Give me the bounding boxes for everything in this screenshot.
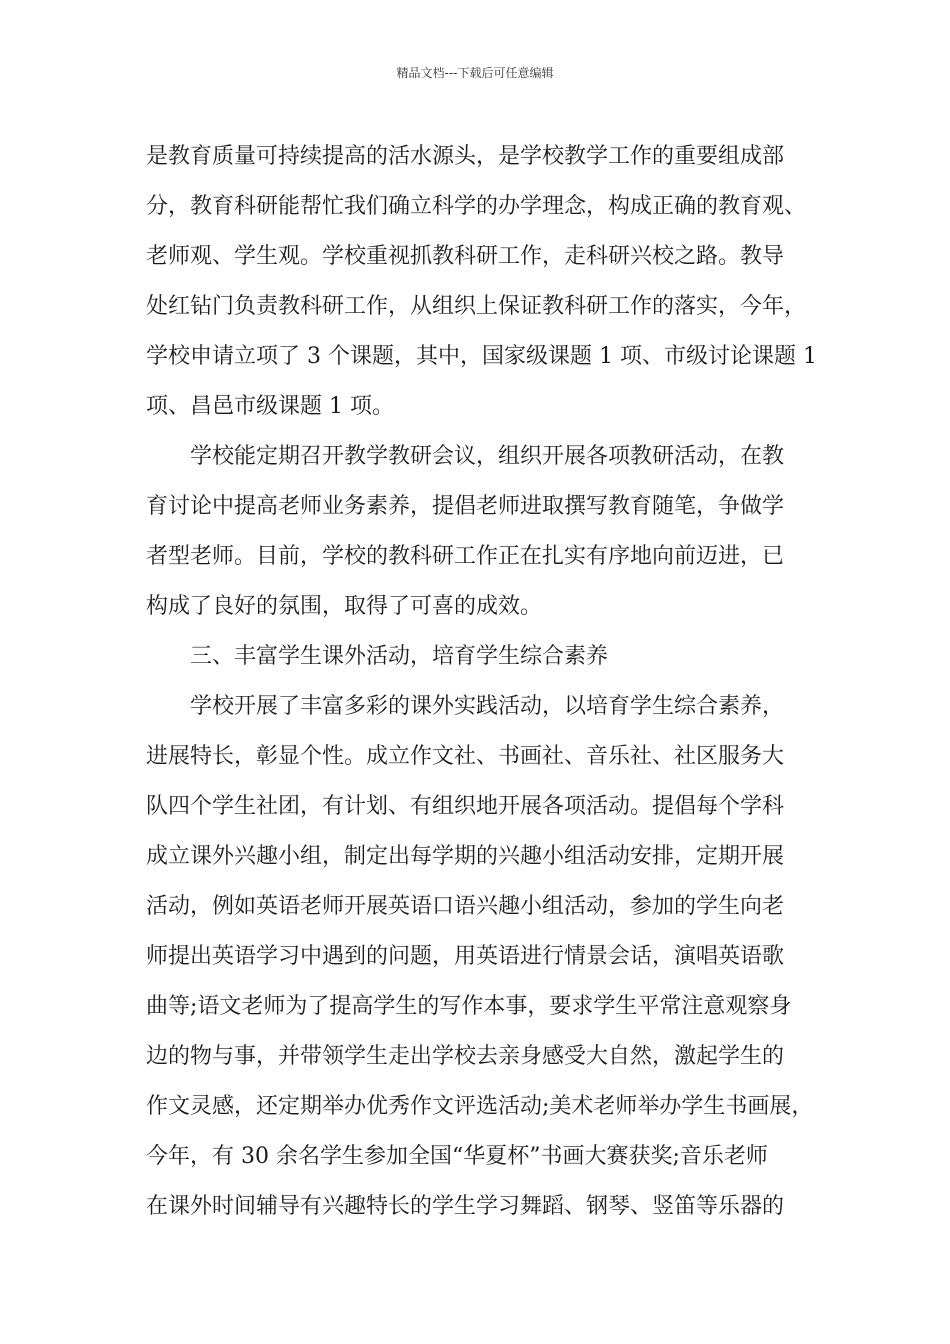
body-line: 曲等;语文老师为了提高学生的写作本事，要求学生平常注意观察身 — [146, 994, 792, 1019]
body-line: 项、昌邑市级课题 1 项。 — [146, 394, 394, 419]
body-line: 在课外时间辅导有兴趣特长的学生学习舞蹈、钢琴、竖笛等乐器的 — [146, 1194, 785, 1219]
paragraph-first-line: 学校开展了丰富多彩的课外实践活动，以培育学生综合素养， — [190, 694, 785, 719]
body-line: 队四个学生社团，有计划、有组织地开展各项活动。提倡每个学科 — [146, 794, 785, 819]
body-line: 师提出英语学习中遇到的问题，用英语进行情景会话，演唱英语歌 — [146, 944, 785, 969]
body-line: 作文灵感，还定期举办优秀作文评选活动;美术老师举办学生书画展， — [146, 1094, 814, 1119]
section-heading: 三、丰富学生课外活动，培育学生综合素养 — [190, 644, 609, 669]
document-body — [146, 132, 836, 1232]
body-line: 处红钻门负责教科研工作，从组织上保证教科研工作的落实，今年， — [146, 294, 807, 319]
body-line: 是教育质量可持续提高的活水源头，是学校教学工作的重要组成部 — [146, 144, 785, 169]
body-line: 老师观、学生观。学校重视抓教科研工作，走科研兴校之路。教导 — [146, 244, 785, 269]
body-line: 者型老师。目前，学校的教科研工作正在扎实有序地向前迈进，已 — [146, 544, 785, 569]
body-line: 构成了良好的氛围，取得了可喜的成效。 — [146, 594, 543, 619]
body-line: 进展特长，彰显个性。成立作文社、书画社、音乐社、社区服务大 — [146, 744, 785, 769]
body-line: 成立课外兴趣小组，制定出每学期的兴趣小组活动安排，定期开展 — [146, 844, 785, 869]
body-line: 育讨论中提高老师业务素养，提倡老师进取撰写教育随笔，争做学 — [146, 494, 785, 519]
body-line: 学校申请立项了 3 个课题，其中，国家级课题 1 项、市级讨论课题 1 — [146, 344, 817, 369]
body-line: 活动，例如英语老师开展英语口语兴趣小组活动，参加的学生向老 — [146, 894, 785, 919]
body-line: 今年，有 30 余名学生参加全国“华夏杯”书画大赛获奖;音乐老师 — [146, 1144, 768, 1169]
paragraph-first-line: 学校能定期召开教学教研会议，组织开展各项教研活动，在教 — [190, 444, 785, 469]
page-header: 精品文档---下载后可任意编辑 — [396, 66, 554, 80]
body-line: 分，教育科研能帮忙我们确立科学的办学理念，构成正确的教育观、 — [146, 194, 807, 219]
body-line: 边的物与事，并带领学生走出学校去亲身感受大自然，激起学生的 — [146, 1044, 785, 1069]
